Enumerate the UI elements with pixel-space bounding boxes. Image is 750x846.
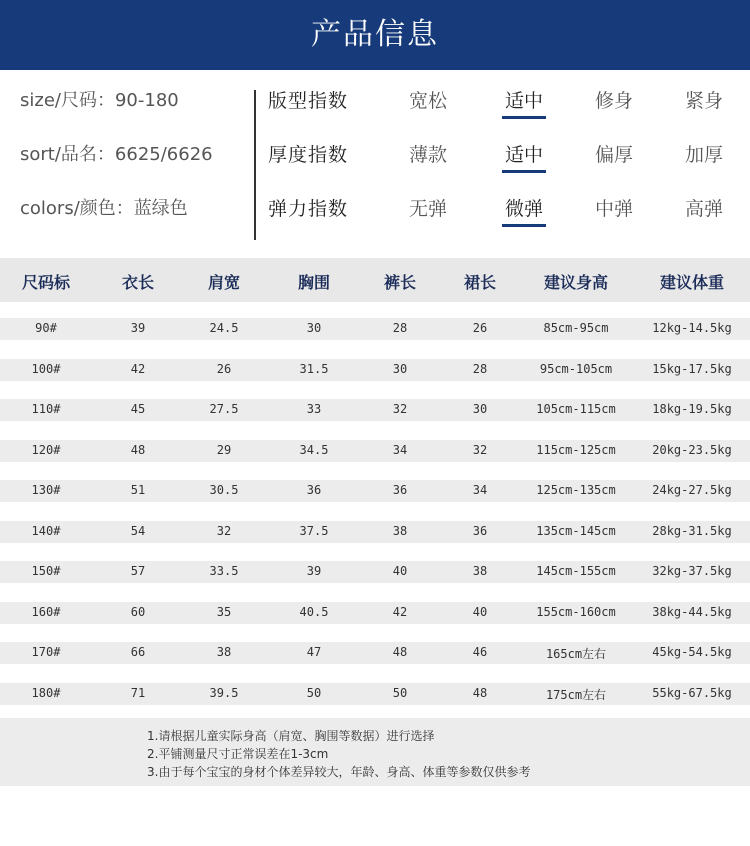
table-cell: 34.5: [299, 442, 329, 457]
table-cell: 33.5: [209, 564, 239, 578]
table-row: [0, 602, 750, 624]
table-cell: 155cm-160cm: [536, 604, 616, 619]
table-row: [0, 399, 750, 421]
note-1: 1.请根据儿童实际身高（肩宽、胸围等数据）进行选择: [147, 729, 435, 743]
product-attributes: [20, 70, 250, 232]
table-cell: 36: [472, 523, 488, 538]
table-cell: 170#: [31, 645, 61, 659]
table-row: [0, 561, 750, 583]
table-row: [0, 521, 750, 543]
table-cell: 39: [306, 564, 322, 578]
fit-option: 中弹: [594, 198, 633, 220]
table-row: [0, 318, 750, 340]
table-cell: 39.5: [209, 685, 239, 700]
table-cell: 130#: [31, 483, 61, 497]
table-cell: 180#: [31, 685, 61, 700]
fit-index-label: 厚度指数: [268, 144, 349, 166]
page-title: 产品信息: [311, 17, 439, 52]
table-cell: 175cm左右: [545, 687, 607, 702]
table-cell: 32: [392, 402, 408, 416]
table-cell: 95cm-105cm: [539, 361, 613, 376]
table-cell: 50: [392, 685, 408, 700]
table-row: [0, 440, 750, 462]
table-cell: 29: [216, 442, 232, 457]
column-header: 肩宽: [207, 273, 241, 292]
table-cell: 57: [130, 564, 146, 578]
table-cell: 45kg-54.5kg: [652, 645, 732, 659]
table-row: [0, 359, 750, 381]
table-cell: 28kg-31.5kg: [652, 523, 732, 538]
table-cell: 37.5: [299, 523, 329, 538]
table-cell: 150#: [31, 564, 61, 578]
table-cell: 71: [130, 685, 146, 700]
table-cell: 120#: [31, 442, 61, 457]
table-cell: 105cm-115cm: [536, 402, 616, 416]
table-cell: 90#: [35, 321, 57, 335]
table-row: [0, 642, 750, 664]
fit-index-row: [268, 124, 738, 178]
table-cell: 39: [130, 321, 146, 335]
fit-index-label: 版型指数: [268, 90, 349, 112]
table-cell: 31.5: [299, 361, 329, 376]
table-cell: 50: [306, 685, 322, 700]
column-header: 胸围: [297, 273, 331, 292]
table-cell: 20kg-23.5kg: [652, 442, 732, 457]
table-cell: 38kg-44.5kg: [652, 604, 732, 619]
note-3: 3.由于每个宝宝的身材个体差异较大，年龄、身高、体重等参数仅供参考: [147, 765, 531, 779]
product-info-section: [0, 70, 750, 242]
table-cell: 85cm-95cm: [543, 321, 609, 335]
table-cell: 47: [306, 645, 322, 659]
table-cell: 100#: [31, 361, 61, 376]
column-header: 衣长: [121, 273, 155, 292]
table-cell: 26: [216, 361, 232, 376]
table-cell: 34: [392, 442, 408, 457]
table-cell: 30: [392, 361, 408, 376]
table-cell: 34: [472, 483, 488, 497]
table-cell: 46: [472, 645, 488, 659]
table-cell: 27.5: [209, 402, 239, 416]
fit-option: 高弹: [684, 198, 723, 220]
product-name: sort/品名：6625/6626: [20, 144, 213, 165]
table-cell: 125cm-135cm: [536, 483, 616, 497]
table-cell: 66: [130, 645, 146, 659]
table-cell: 38: [216, 645, 232, 659]
table-cell: 115cm-125cm: [536, 442, 616, 457]
table-cell: 38: [392, 523, 408, 538]
table-cell: 51: [130, 483, 146, 497]
fit-option-selected: 微弹: [494, 194, 554, 221]
table-cell: 42: [392, 604, 408, 619]
column-header: 建议身高: [543, 273, 609, 292]
table-cell: 60: [130, 604, 146, 619]
table-cell: 54: [130, 523, 146, 538]
fit-option-selected: 适中: [494, 86, 554, 113]
table-cell: 55kg-67.5kg: [652, 685, 732, 700]
table-cell: 12kg-14.5kg: [652, 321, 732, 335]
table-cell: 165cm左右: [545, 647, 607, 661]
fit-index-row: [268, 70, 738, 124]
size-range: size/尺码：90-180: [20, 90, 179, 111]
column-header: 尺码标: [21, 273, 71, 292]
fit-option: 宽松: [408, 90, 447, 112]
table-cell: 45: [130, 402, 146, 416]
note-2: 2.平铺测量尺寸正常误差在1-3cm: [147, 747, 329, 761]
table-cell: 24.5: [209, 321, 239, 335]
table-cell: 48: [472, 685, 488, 700]
fit-option: 修身: [594, 90, 633, 112]
table-cell: 160#: [31, 604, 61, 619]
table-cell: 48: [130, 442, 146, 457]
fit-index-label: 弹力指数: [268, 198, 349, 220]
column-header: 裤长: [383, 273, 417, 292]
table-cell: 33: [306, 402, 322, 416]
table-cell: 28: [392, 321, 408, 335]
table-cell: 32kg-37.5kg: [652, 564, 732, 578]
size-table-header: [0, 258, 750, 302]
column-header: 建议体重: [659, 273, 725, 292]
table-cell: 32: [472, 442, 488, 457]
table-cell: 36: [392, 483, 408, 497]
table-row: [0, 683, 750, 705]
fit-option-selected: 适中: [494, 140, 554, 167]
fit-option: 无弹: [408, 198, 447, 220]
table-cell: 40.5: [299, 604, 329, 619]
table-cell: 48: [392, 645, 408, 659]
table-cell: 40: [472, 604, 488, 619]
table-cell: 110#: [31, 402, 61, 416]
table-cell: 40: [392, 564, 408, 578]
page-title-banner: [0, 0, 750, 70]
table-cell: 30.5: [209, 483, 239, 497]
table-cell: 15kg-17.5kg: [652, 361, 732, 376]
table-cell: 135cm-145cm: [536, 523, 616, 538]
divider: [254, 90, 256, 240]
table-cell: 28: [472, 361, 488, 376]
table-cell: 42: [130, 361, 146, 376]
table-cell: 38: [472, 564, 488, 578]
fit-option: 紧身: [684, 90, 723, 112]
fit-option: 偏厚: [594, 144, 633, 166]
table-cell: 26: [472, 321, 488, 335]
table-cell: 145cm-155cm: [536, 564, 616, 578]
table-row: [0, 480, 750, 502]
table-cell: 18kg-19.5kg: [652, 402, 732, 416]
column-header: 裙长: [463, 273, 497, 292]
fit-option: 薄款: [408, 144, 447, 166]
table-cell: 36: [306, 483, 322, 497]
fit-option: 加厚: [684, 144, 723, 166]
size-notes: [0, 718, 750, 786]
table-cell: 140#: [31, 523, 61, 538]
table-cell: 32: [216, 523, 232, 538]
product-color: colors/颜色：蓝绿色: [20, 198, 188, 219]
table-cell: 30: [472, 402, 488, 416]
fit-index-row: [268, 178, 738, 232]
table-cell: 30: [306, 321, 322, 335]
table-cell: 24kg-27.5kg: [652, 483, 732, 497]
table-cell: 35: [216, 604, 232, 619]
